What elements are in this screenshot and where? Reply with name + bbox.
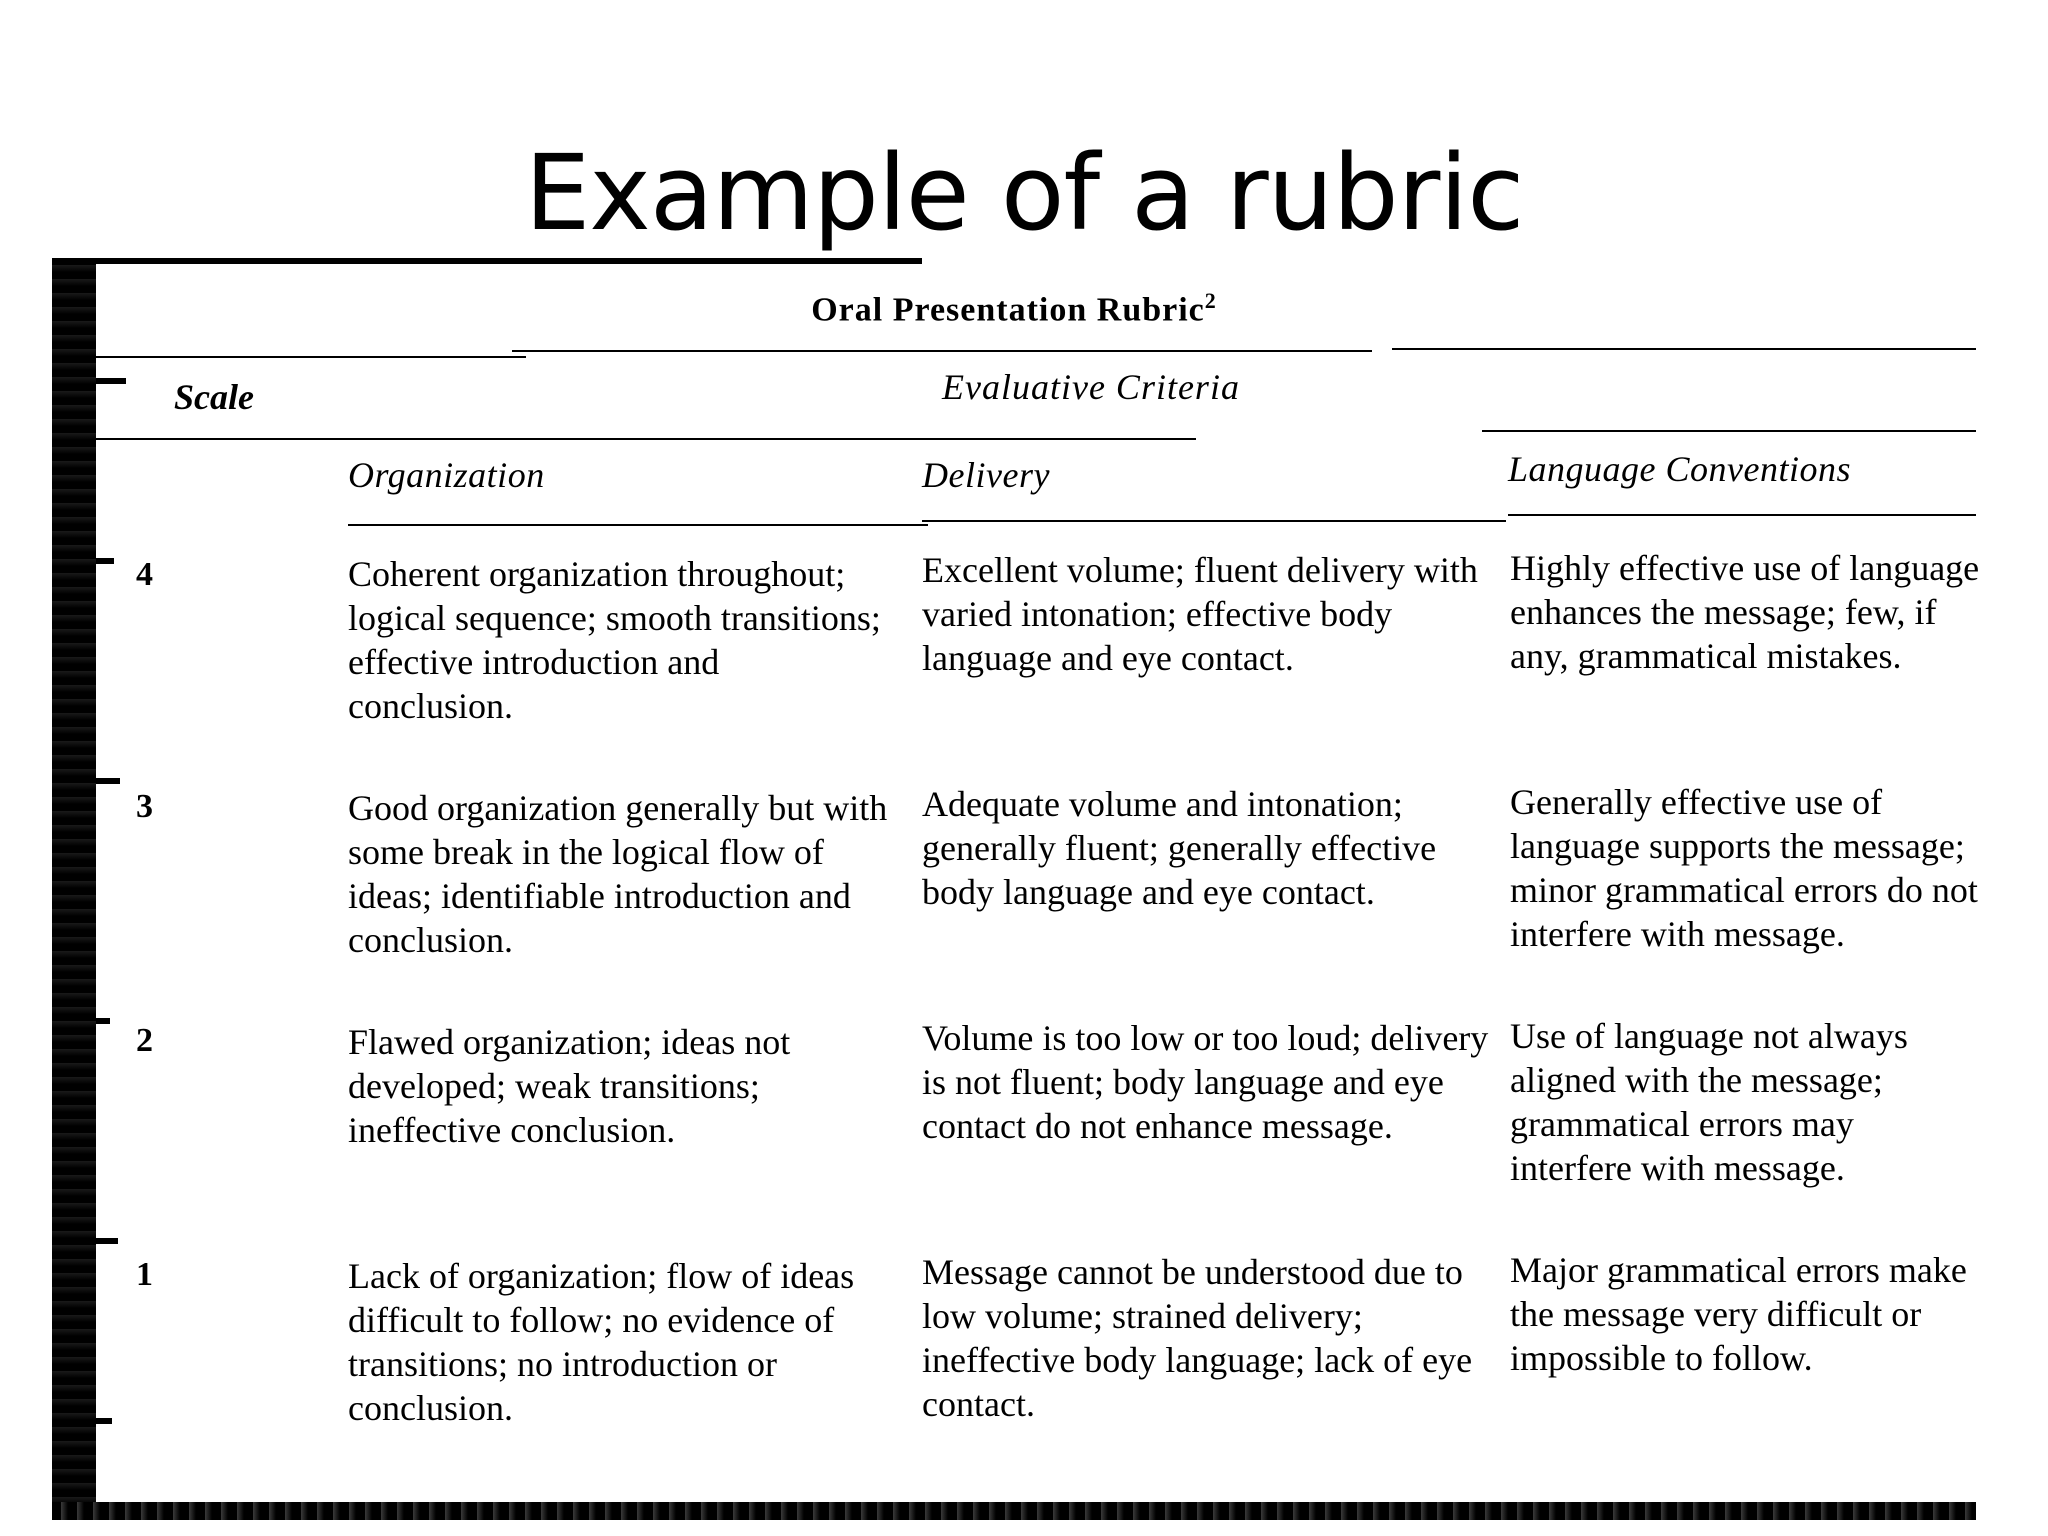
scale-header: Scale xyxy=(174,377,254,417)
column-header-organization: Organization xyxy=(348,455,545,495)
cell-organization-1: Lack of organization; flow of ideas difficult to follow; no evidence of transitions; no introduction or conclusion. xyxy=(348,1256,855,1428)
cell-delivery-3: Adequate volume and intonation; generally fluent; generally effective body language and eye contact. xyxy=(922,784,1437,912)
slide-title: Example of a rubric xyxy=(524,132,1524,254)
scale-score-4: 4 xyxy=(136,556,153,593)
scan-left-edge xyxy=(52,258,96,1520)
evaluative-criteria-header: Evaluative Criteria xyxy=(942,367,1240,407)
scan-bottom-edge xyxy=(52,1502,1976,1520)
scale-score-2: 2 xyxy=(136,1022,153,1059)
column-header-language-conventions: Language Conventions xyxy=(1508,449,1851,489)
cell-language-4: Highly effective use of language enhances the message; few, if any, grammatical mistakes. xyxy=(1510,548,1980,676)
column-header-delivery: Delivery xyxy=(922,455,1050,495)
rubric-title: Oral Presentation Rubric$^2$ xyxy=(811,288,1217,329)
cell-organization-4: Coherent organization throughout; logical sequence; smooth transitions; effective introduction and conclusion. xyxy=(348,554,881,726)
cell-language-3: Generally effective use of language supports the message; minor grammatical errors do not interfere with message. xyxy=(1510,782,1978,954)
scale-score-3: 3 xyxy=(136,788,153,825)
scan-top-edge xyxy=(52,258,922,264)
cell-organization-2: Flawed organization; ideas not developed; weak transitions; ineffective conclusion. xyxy=(348,1022,791,1150)
cell-language-1: Major grammatical errors make the message very difficult or impossible to follow. xyxy=(1510,1250,1967,1378)
rubric-scan-image xyxy=(52,258,1980,1520)
cell-delivery-1: Message cannot be understood due to low volume; strained delivery; ineffective body language; lack of eye contact. xyxy=(922,1252,1473,1424)
cell-delivery-4: Excellent volume; fluent delivery with varied intonation; effective body language and eye contact. xyxy=(922,550,1478,678)
scale-score-1: 1 xyxy=(136,1256,153,1293)
cell-organization-3: Good organization generally but with some break in the logical flow of ideas; identifiable introduction and conclusion. xyxy=(348,788,888,960)
cell-language-2: Use of language not always aligned with the message; grammatical errors may interfere with message. xyxy=(1510,1016,1908,1188)
cell-delivery-2: Volume is too low or too loud; delivery is not fluent; body language and eye contact do not enhance message. xyxy=(922,1018,1489,1146)
